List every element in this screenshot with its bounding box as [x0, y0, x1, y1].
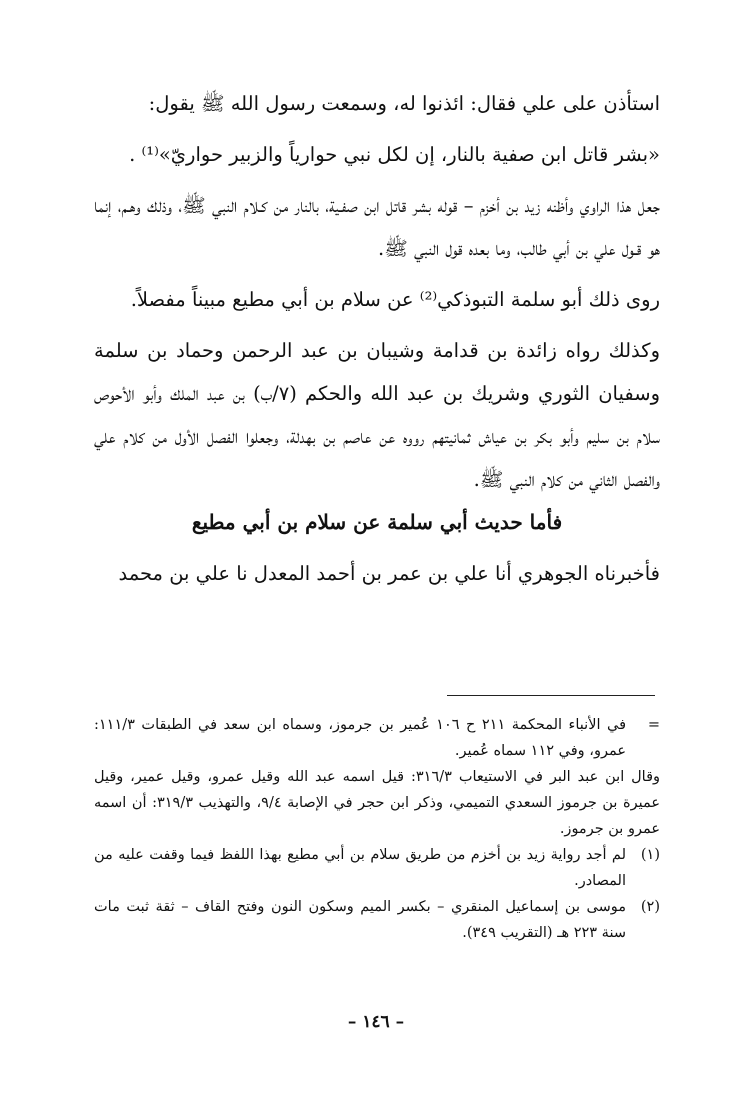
footnote-2-mark: (٢) [640, 899, 660, 915]
footnote-1-text: لم أجد رواية زيد بن أخزم من طريق سلام بن أبي مطيع بهذا اللفظ فيما وقفت عليه من المصادر. [94, 847, 626, 889]
paragraph-5: وكذلك رواه زائدة بن قدامة وشيبان بن عبد الرحمن وحماد بن سلمة وسفيان الثوري وشريك بن عبد الله والحكم (٧/ب) بن عبد الملك وأبو الأحوص سلام بن سليم وأبو بكر بن عياش ثمانيتهم رووه عن عاصم بن بهدلة، وجعلوا الفصل الأول من كلام علي والفصل الثاني من كلام النبي ﷺ. [94, 339, 660, 491]
continuation-mark: = [647, 717, 660, 733]
hadith-quote: «بشر قاتل ابن صفية بالنار، إن لكل نبي حوارياً والزبير حواريّ»⁽¹⁾ . [129, 143, 660, 166]
footnote-continuation [94, 712, 660, 764]
footnote-1 [94, 842, 660, 894]
footnote-continuation-paragraph: وقال ابن عبد البر في الاستيعاب ٣١٦/٣: قيل اسمه عبد الله وقيل عمرو، وقيل عمير، وقيل عميرة بن جرموز السعدي التميمي، وذكر ابن حجر في الإصابة ٩/٤، والتهذيب ٣١٩/٣: أن اسمه عمرو بن جرموز. [94, 769, 660, 837]
footnote-continuation-text: في الأنباء المحكمة ٢١١ ح ١٠٦ عُمير بن جرموز، وسماه ابن سعد في الطبقات ١١١/٣: عمرو، وفي ١١٢ سماه عُمير. [94, 717, 626, 759]
footnote-separator [447, 695, 655, 696]
section-heading: فأما حديث أبي سلمة عن سلام بن أبي مطيع [191, 510, 563, 534]
footnote-1-mark: (١) [640, 847, 660, 863]
main-text [94, 82, 660, 595]
footnote-2 [94, 894, 660, 946]
footnote-2-text: موسى بن إسماعيل المنقري – بكسر الميم وسكون النون وفتح القاف – ثقة ثبت مات سنة ٢٢٣ هـ (التقريب ٣٤٩). [94, 899, 626, 941]
paragraph-4: روى ذلك أبو سلمة التبوذكي⁽²⁾ عن سلام بن أبي مطيع مبيناً مفصلاً. [130, 288, 660, 311]
footnotes [94, 712, 660, 946]
page-number: – ١٤٦ – [347, 1012, 405, 1032]
paragraph-3: جعل هذا الراوي وأظنه زيد بن أخزم – قوله بشر قاتل ابن صفـية، بالنار من كـلام النبي ﷺ، وذلك وهـم، إنما هو قـول علي بن أبي طالب، وما بعده قول النبي ﷺ. [94, 194, 660, 260]
paragraph-1: استأذن على علي فقال: ائذنوا له، وسمعت رسول الله ﷺ يقول: [148, 92, 660, 115]
paragraph-6: فأخبرناه الجوهري أنا علي بن عمر بن أحمد المعدل نا علي بن محمد [118, 562, 660, 585]
